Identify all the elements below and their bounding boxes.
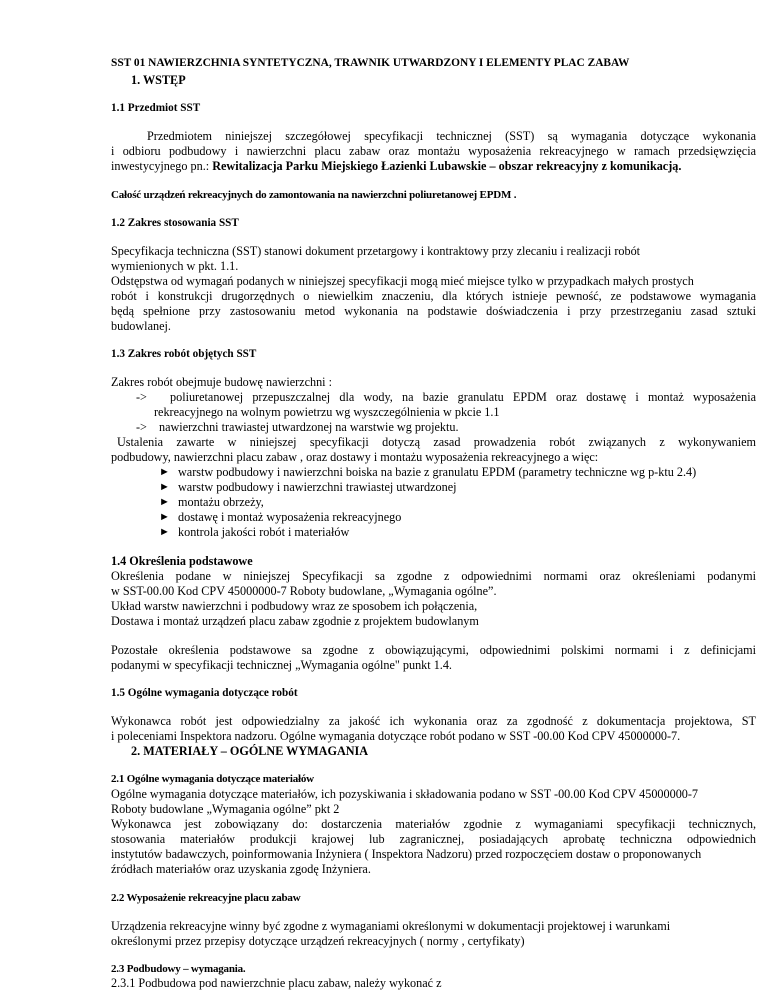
bullet-icon: ►: [159, 511, 170, 523]
section-1-heading: 1. WSTĘP: [131, 73, 186, 87]
project-name: Rewitalizacja Parku Miejskiego Łazienki Lubawskie – obszar rekreacyjny z komunikacją.: [212, 159, 682, 173]
bullet-icon: ►: [159, 481, 170, 493]
text-line: będą spełnione przy zastosowaniu metod wykonania na podstawie doświadczenia i przy przestrzeganiu zasad sztuki: [111, 304, 756, 318]
text-line: i poleceniami Inspektora nadzoru. Ogólne wymagania dotyczące robót podano w SST -00.00 Kod CPV 45000000-7.: [111, 729, 681, 743]
section-1-3-heading: 1.3 Zakres robót objętych SST: [111, 348, 257, 360]
text-line: Urządzenia rekreacyjne winny być zgodne z wymaganiami określonymi w dokumentacji projektowej i warunkami: [111, 919, 671, 933]
list-item: warstw podbudowy i nawierzchni trawiastej utwardzonej: [178, 480, 457, 494]
text-line: 2.3.1 Podbudowa pod nawierzchnie placu zabaw, należy wykonać z: [111, 976, 442, 990]
text-line: i odbioru podbudowy i nawierzchni placu zabaw oraz montażu wyposażenia rekreacyjnego w ramach przedsięwzięcia: [111, 144, 756, 158]
section-1-1-heading: 1.1 Przedmiot SST: [111, 102, 201, 114]
arrow-marker: ->: [136, 420, 147, 434]
list-item: kontrola jakości robót i materiałów: [178, 525, 350, 539]
text-line: Odstępstwa od wymagań podanych w niniejszej specyfikacji mogą mieć miejsce tylko w przypadkach małych prostych: [111, 274, 694, 288]
text-line: inwestycyjnego pn.: Rewitalizacja Parku Miejskiego Łazienki Lubawskie – obszar rekreacyjny z komunikacją.: [111, 159, 682, 173]
text-line: Pozostałe określenia podstawowe sa zgodne z obowiązującymi, odpowiednimi polskimi normami i z definicjami: [111, 643, 756, 657]
text-line: podanymi w specyfikacji technicznej „Wymagania ogólne" punkt 1.4.: [111, 658, 452, 672]
bullet-icon: ►: [159, 526, 170, 538]
text-line: Określenia podane w niniejszej Specyfikacji sa zgodne z odpowiednimi normami oraz określeniami podanymi: [111, 569, 756, 583]
text-line: Ustalenia zawarte w niniejszej specyfikacji dotyczą zasad prowadzenia robót związanych z wykonywaniem: [117, 435, 756, 449]
section-1-5-heading: 1.5 Ogólne wymagania dotyczące robót: [111, 687, 298, 699]
text-line: określonymi przez przepisy dotyczące urządzeń rekreacyjnych ( normy , certyfikaty): [111, 934, 525, 948]
bullet-icon: ►: [159, 466, 170, 478]
text-line: źródłach materiałów oraz uzyskania zgodę Inżyniera.: [111, 862, 371, 876]
text-line: Roboty budowlane „Wymagania ogólne” pkt 2: [111, 802, 340, 816]
text-line: w SST-00.00 Kod CPV 45000000-7 Roboty budowlane, „Wymagania ogólne”.: [111, 584, 497, 598]
list-item: warstw podbudowy i nawierzchni boiska na bazie z granulatu EPDM (parametry techniczne wg p-ktu 2.4): [178, 465, 697, 479]
list-item: montażu obrzeży,: [178, 495, 264, 509]
text-line: stosowania materiałów produkcji krajowej lub zagranicznej, posiadających aprobatę techniczna odpowiednich: [111, 832, 756, 846]
text-line: Wykonawca jest zobowiązany do: dostarczenia materiałów zgodnie z wymaganiami specyfikacji technicznych,: [111, 817, 756, 831]
section-1-4-heading: 1.4 Określenia podstawowe: [111, 554, 253, 568]
section-2-1-heading: 2.1 Ogólne wymagania dotyczące materiałów: [111, 773, 314, 785]
text-line: Zakres robót obejmuje budowę nawierzchni :: [111, 375, 332, 389]
text-line: Wykonawca robót jest odpowiedzialny za jakość ich wykonania oraz za zgodność z dokumentacja projektowa, ST: [111, 714, 756, 728]
section-2-3-heading: 2.3 Podbudowy – wymagania.: [111, 963, 246, 975]
text-line: Przedmiotem niniejszej szczegółowej specyfikacji technicznej (SST) są wymagania dotyczące wykonania: [147, 129, 756, 143]
section-2-heading: 2. MATERIAŁY – OGÓLNE WYMAGANIA: [131, 744, 369, 758]
note-epdm: Całość urządzeń rekreacyjnych do zamontowania na nawierzchni poliuretanowej EPDM .: [111, 189, 517, 201]
text-line: Dostawa i montaż urządzeń placu zabaw zgodnie z projektem budowlanym: [111, 614, 479, 628]
document-title: SST 01 NAWIERZCHNIA SYNTETYCZNA, TRAWNIK UTWARDZONY I ELEMENTY PLAC ZABAW: [111, 57, 630, 69]
text-line: wymienionych w pkt. 1.1.: [111, 259, 239, 273]
text-line: Specyfikacja techniczna (SST) stanowi dokument przetargowy i kontraktowy przy zlecaniu i realizacji robót: [111, 244, 641, 258]
text-line: rekreacyjnego na wolnym powietrzu wg wyszczególnienia w pkcie 1.1: [154, 405, 500, 419]
text-line: instytutów badawczych, poinformowania Inżyniera ( Inspektora Nadzoru) przed rozpoczęciem dostaw o proponowanych: [111, 847, 702, 861]
text-line: robót i konstrukcji drugorzędnych o niewielkim znaczeniu, dla których istnieje pewność, ze podstawowe wymagania: [111, 289, 756, 303]
text-line: Ogólne wymagania dotyczące materiałów, ich pozyskiwania i składowania podano w SST -00.00 Kod CPV 45000000-7: [111, 787, 699, 801]
bullet-icon: ►: [159, 496, 170, 508]
list-item: dostawę i montaż wyposażenia rekreacyjnego: [178, 510, 402, 524]
section-2-2-heading: 2.2 Wyposażenie rekreacyjne placu zabaw: [111, 892, 301, 904]
text-line: budowlanej.: [111, 319, 171, 333]
arrow-marker: ->: [136, 390, 147, 404]
section-1-2-heading: 1.2 Zakres stosowania SST: [111, 217, 239, 229]
text-line: podbudowy, nawierzchni placu zabaw , oraz dostawy i montażu wyposażenia rekreacyjnego a więc:: [111, 450, 599, 464]
text-line: Układ warstw nawierzchni i podbudowy wraz ze sposobem ich połączenia,: [111, 599, 478, 613]
text-line: poliuretanowej przepuszczalnej dla wody, na bazie granulatu EPDM oraz dostawę i montaż wyposażenia: [170, 390, 756, 404]
text-line: nawierzchni trawiastej utwardzonej na warstwie wg projektu.: [159, 420, 459, 434]
